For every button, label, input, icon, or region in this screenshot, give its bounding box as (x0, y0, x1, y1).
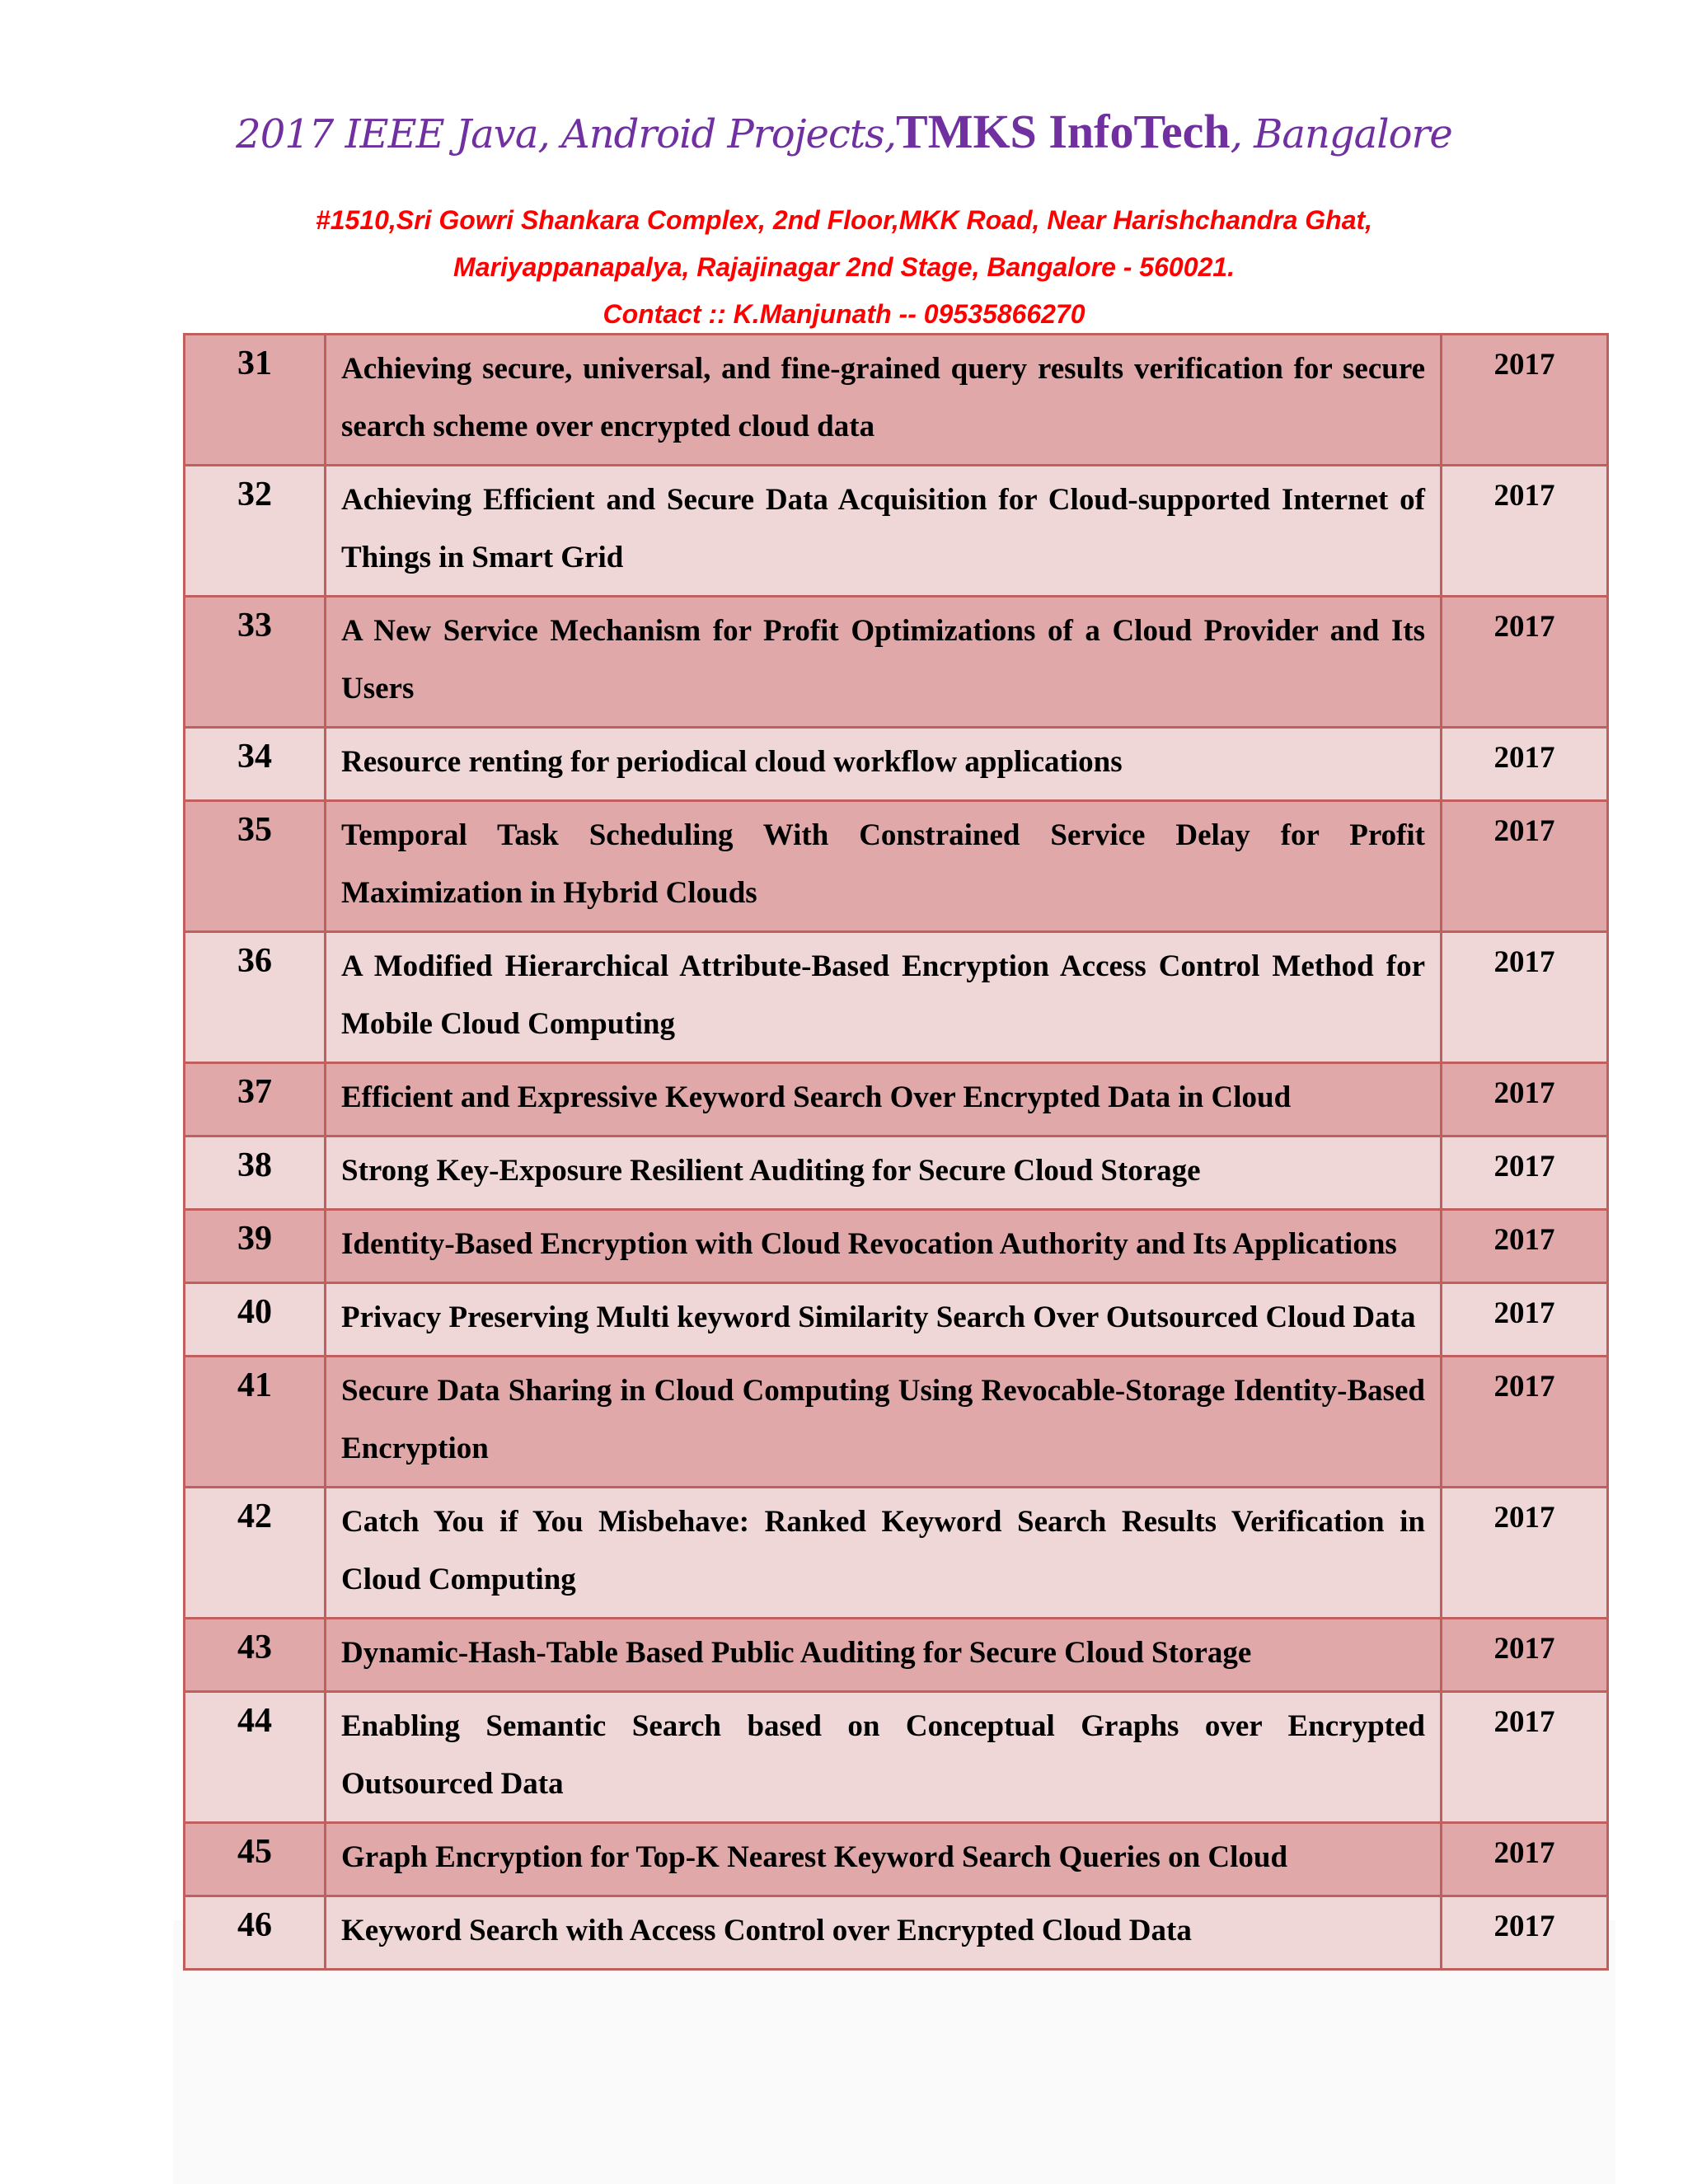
project-title: Secure Data Sharing in Cloud Computing Using Revocable-Storage Identity-Based Encryption (326, 1357, 1442, 1488)
document-title (0, 99, 1688, 177)
project-number: 36 (185, 932, 326, 1063)
project-title: Resource renting for periodical cloud workflow applications (326, 728, 1442, 801)
project-title: A New Service Mechanism for Profit Optimizations of a Cloud Provider and Its Users (326, 597, 1442, 728)
project-year: 2017 (1442, 1823, 1608, 1896)
table-row (185, 1488, 1608, 1619)
project-number: 35 (185, 801, 326, 932)
title-city: , Bangalore (1230, 111, 1452, 157)
project-year: 2017 (1442, 1619, 1608, 1692)
project-year: 2017 (1442, 1210, 1608, 1283)
table-row (185, 466, 1608, 597)
project-number: 46 (185, 1896, 326, 1970)
project-year: 2017 (1442, 801, 1608, 932)
project-number: 45 (185, 1823, 326, 1896)
project-number: 37 (185, 1063, 326, 1137)
project-number: 34 (185, 728, 326, 801)
project-year: 2017 (1442, 1488, 1608, 1619)
project-title: Temporal Task Scheduling With Constrained Service Delay for Profit Maximization in Hybrid Clouds (326, 801, 1442, 932)
project-year: 2017 (1442, 335, 1608, 466)
project-year: 2017 (1442, 1357, 1608, 1488)
project-year: 2017 (1442, 1137, 1608, 1210)
project-number: 44 (185, 1692, 326, 1823)
table-row (185, 1619, 1608, 1692)
projects-table-body (185, 335, 1608, 1970)
project-number: 40 (185, 1283, 326, 1357)
project-number: 42 (185, 1488, 326, 1619)
project-number: 33 (185, 597, 326, 728)
table-row (185, 728, 1608, 801)
contact-line: Contact :: K.Manjunath -- 09535866270 (603, 299, 1085, 329)
table-row (185, 1210, 1608, 1283)
project-year: 2017 (1442, 1692, 1608, 1823)
table-row (185, 932, 1608, 1063)
project-title: Catch You if You Misbehave: Ranked Keyword Search Results Verification in Cloud Computing (326, 1488, 1442, 1619)
project-number: 41 (185, 1357, 326, 1488)
project-title: A Modified Hierarchical Attribute-Based Encryption Access Control Method for Mobile Cloud Computing (326, 932, 1442, 1063)
projects-table (183, 333, 1609, 1971)
address-line-2: Mariyappanapalya, Rajajinagar 2nd Stage, Bangalore - 560021. (453, 252, 1235, 282)
table-row (185, 1823, 1608, 1896)
table-row (185, 597, 1608, 728)
company-name: TMKS InfoTech (896, 105, 1231, 158)
project-year: 2017 (1442, 1896, 1608, 1970)
title-prefix: 2017 IEEE Java, Android Projects, (236, 111, 897, 157)
project-year: 2017 (1442, 1283, 1608, 1357)
table-row (185, 335, 1608, 466)
project-number: 31 (185, 335, 326, 466)
project-title: Graph Encryption for Top-K Nearest Keyword Search Queries on Cloud (326, 1823, 1442, 1896)
project-title: Privacy Preserving Multi keyword Similarity Search Over Outsourced Cloud Data (326, 1283, 1442, 1357)
address-line-1: #1510,Sri Gowri Shankara Complex, 2nd Floor,MKK Road, Near Harishchandra Ghat, (315, 205, 1373, 235)
project-title: Identity-Based Encryption with Cloud Revocation Authority and Its Applications (326, 1210, 1442, 1283)
document-header (0, 99, 1688, 338)
project-title: Dynamic-Hash-Table Based Public Auditing for Secure Cloud Storage (326, 1619, 1442, 1692)
project-year: 2017 (1442, 932, 1608, 1063)
project-number: 38 (185, 1137, 326, 1210)
project-title: Strong Key-Exposure Resilient Auditing for Secure Cloud Storage (326, 1137, 1442, 1210)
table-row (185, 801, 1608, 932)
project-number: 43 (185, 1619, 326, 1692)
project-number: 39 (185, 1210, 326, 1283)
table-row (185, 1896, 1608, 1970)
table-row (185, 1137, 1608, 1210)
project-title: Achieving secure, universal, and fine-grained query results verification for secure search scheme over encrypted cloud data (326, 335, 1442, 466)
table-row (185, 1063, 1608, 1137)
project-title: Achieving Efficient and Secure Data Acquisition for Cloud-supported Internet of Things in Smart Grid (326, 466, 1442, 597)
table-row (185, 1692, 1608, 1823)
project-year: 2017 (1442, 597, 1608, 728)
project-year: 2017 (1442, 728, 1608, 801)
table-row (185, 1283, 1608, 1357)
project-number: 32 (185, 466, 326, 597)
project-title: Keyword Search with Access Control over Encrypted Cloud Data (326, 1896, 1442, 1970)
project-title: Efficient and Expressive Keyword Search Over Encrypted Data in Cloud (326, 1063, 1442, 1137)
table-row (185, 1357, 1608, 1488)
project-year: 2017 (1442, 466, 1608, 597)
project-title: Enabling Semantic Search based on Conceptual Graphs over Encrypted Outsourced Data (326, 1692, 1442, 1823)
project-year: 2017 (1442, 1063, 1608, 1137)
